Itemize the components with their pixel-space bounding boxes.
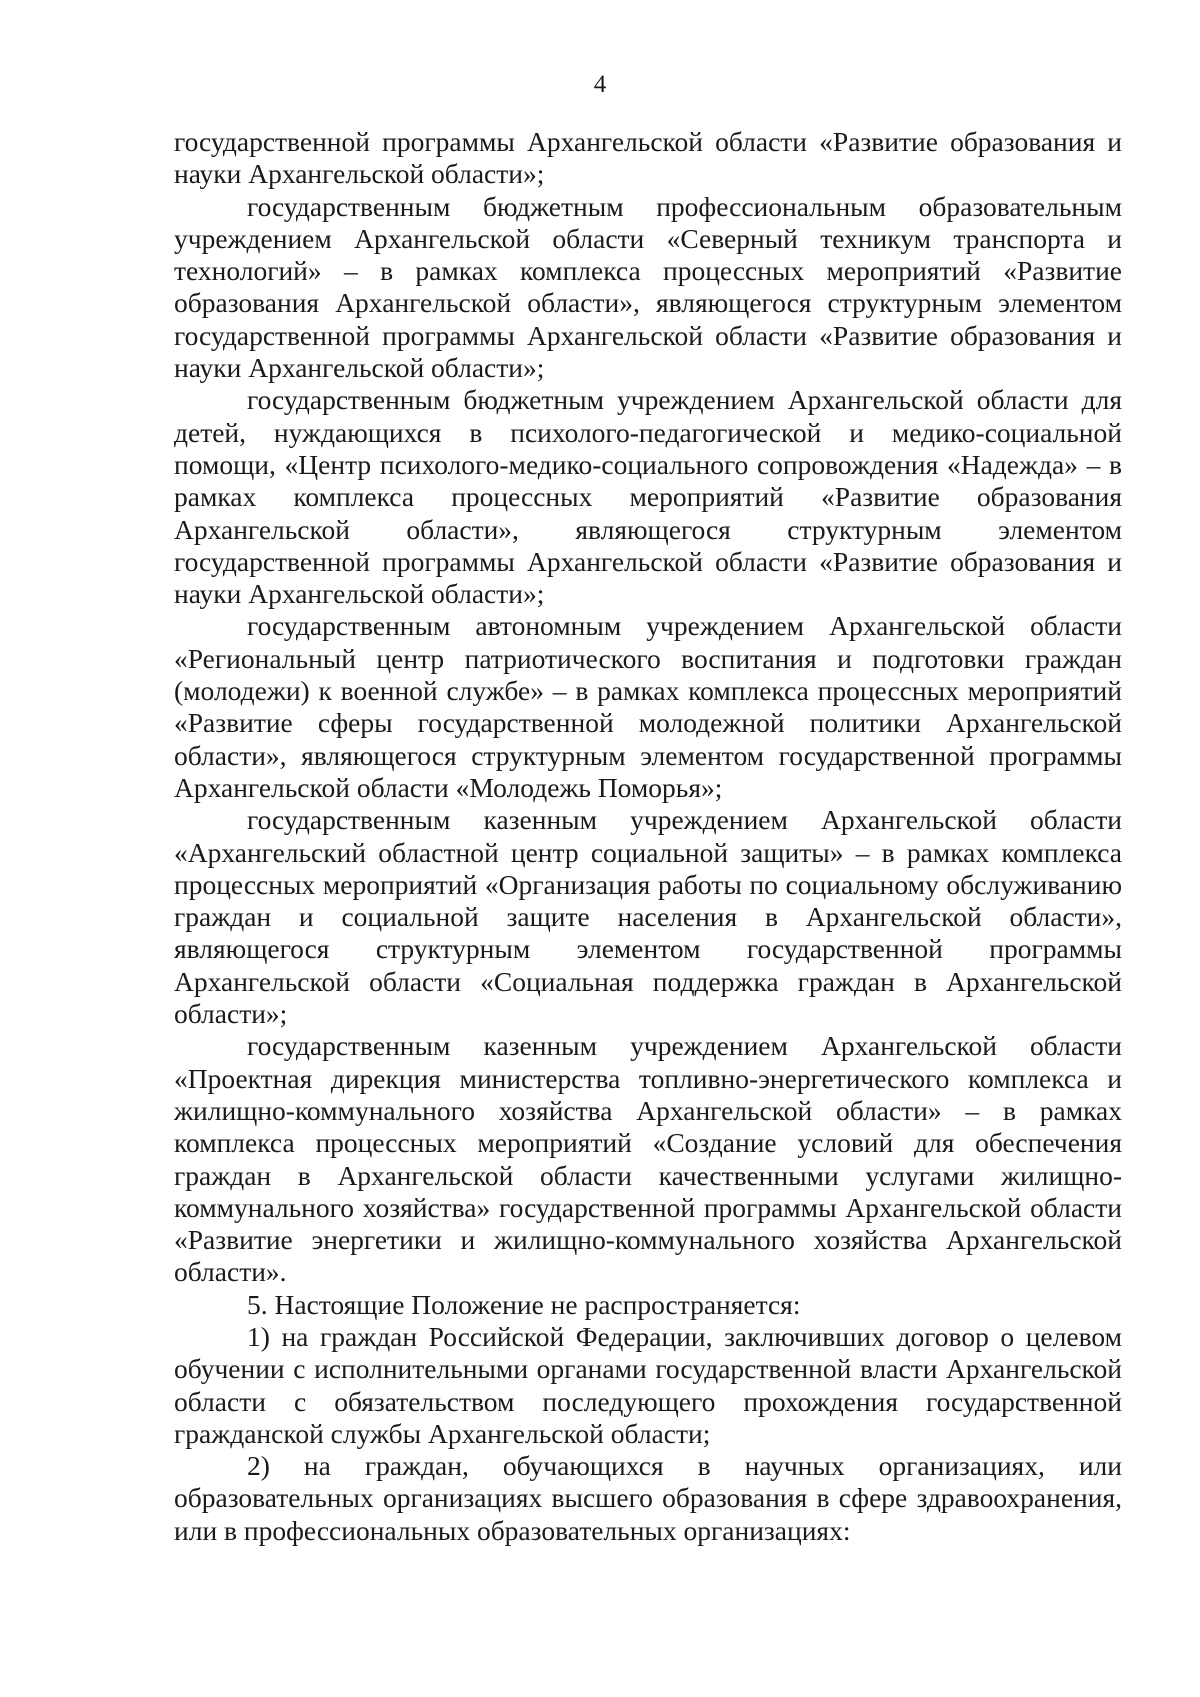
- clause-5-item-1: 1) на граждан Российской Федерации, заключивших договор о целевом обучении с исполнительными органами государственной власти Архангельской области с обязательством последующего прохождения государственной гражданской службы Архангельской области;: [174, 1320, 1122, 1449]
- paragraph: государственным казенным учреждением Архангельской области «Архангельский областной центр социальной защиты» – в рамках комплекса процессных мероприятий «Организация работы по социальному обслуживанию граждан и социальной защите населения в Архангельской области», являющегося структурным элементом государственной программы Архангельской области «Социальная поддержка граждан в Архангельской области»;: [174, 804, 1122, 1030]
- clause-5-item-2: 2) на граждан, обучающихся в научных организациях, или образовательных организациях высшего образования в сфере здравоохранения, или в профессиональных образовательных организациях:: [174, 1450, 1122, 1546]
- clause-5: 5. Настоящие Положение не распространяется:: [247, 1288, 801, 1320]
- paragraph: государственной программы Архангельской области «Развитие образования и науки Архангельской области»;: [174, 126, 1122, 190]
- paragraph: государственным бюджетным учреждением Архангельской области для детей, нуждающихся в психолого-педагогической и медико-социальной помощи, «Центр психолого-медико-социального сопровождения «Надежда» – в рамках комплекса процессных мероприятий «Развитие образования Архангельской области», являющегося структурным элементом государственной программы Архангельской области «Развитие образования и науки Архангельской области»;: [174, 384, 1122, 610]
- paragraph: государственным казенным учреждением Архангельской области «Проектная дирекция министерства топливно-энергетического комплекса и жилищно-коммунального хозяйства Архангельской области» – в рамках комплекса процессных мероприятий «Создание условий для обеспечения граждан в Архангельской области качественными услугами жилищно-коммунального хозяйства» государственной программы Архангельской области «Развитие энергетики и жилищно-коммунального хозяйства Архангельской области».: [174, 1030, 1122, 1288]
- page-number: 4: [593, 71, 607, 98]
- document-body: [174, 126, 1122, 1547]
- paragraph: государственным автономным учреждением Архангельской области «Региональный центр патриотического воспитания и подготовки граждан (молодежи) к военной службе» – в рамках комплекса процессных мероприятий «Развитие сферы государственной молодежной политики Архангельской области», являющегося структурным элементом государственной программы Архангельской области «Молодежь Поморья»;: [174, 610, 1122, 803]
- paragraph: государственным бюджетным профессиональным образовательным учреждением Архангельской области «Северный техникум транспорта и технологий» – в рамках комплекса процессных мероприятий «Развитие образования Архангельской области», являющегося структурным элементом государственной программы Архангельской области «Развитие образования и науки Архангельской области»;: [174, 190, 1122, 384]
